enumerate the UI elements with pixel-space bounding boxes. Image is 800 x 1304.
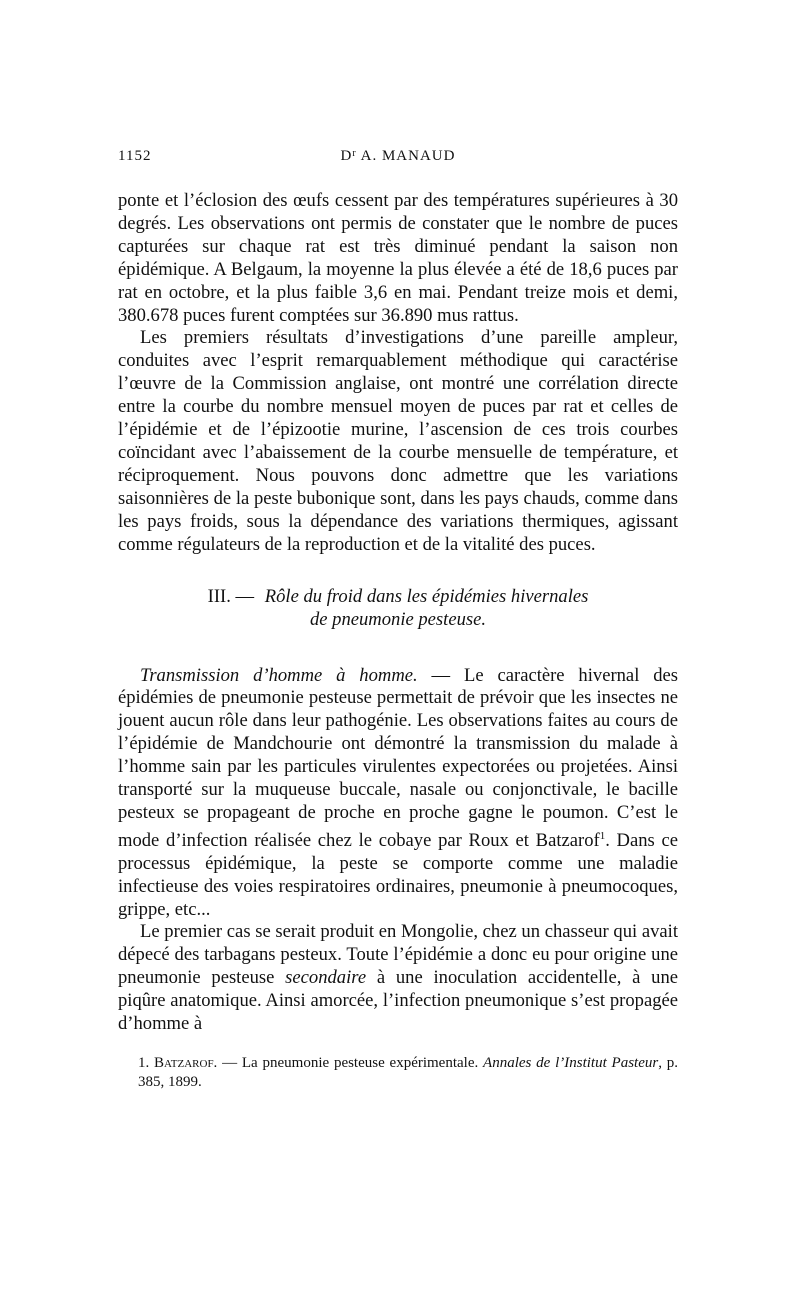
section-heading (118, 585, 678, 631)
paragraph-4 (118, 921, 678, 1036)
paragraph-3-text-a: Le caractère hivernal des épidémies de pneumonie pesteuse permettait de prévoir que les insectes ne jouent aucun rôle dans leur pathogénie. Les observations faites au cours de l’épidémie de Mandchourie ont démontré la transmission du malade à l’homme sain par les particules virulentes expectorées ou projetées. Ainsi transporté sur la muqueuse buccale, nasale ou conjonctivale, le bacille pesteux se propageant de proche en proche gagne le poumon. C’est le mode d’infection réalisée chez le cobaye par Roux et Batzarof (118, 664, 679, 851)
paragraph-3-dash: — (417, 664, 465, 686)
footnote-journal: Annales de l’Institut Pasteur (483, 1055, 659, 1071)
footnote-title: La pneumonie pesteuse expérimentale. (241, 1055, 484, 1071)
page-number: 1152 (118, 148, 152, 164)
paragraph-3-text-b: . Dans ce processus épidémique, la peste se comporte comme une maladie infectieuse des voies respiratoires ordinaires, pneumonie à pneumocoques, grippe, etc... (118, 829, 678, 920)
paragraph-4-text-b: à une inoculation accidentelle, à une piqûre anatomique. Ainsi amorcée, l’infection pneumonique s’est propagée d’homme à (118, 967, 679, 1035)
footnote-author: Batzarof. (154, 1055, 218, 1071)
section-title-line-2: de pneumonie pesteuse. (309, 608, 487, 630)
footnote (118, 1054, 678, 1092)
footnote-number: 1. (138, 1055, 150, 1071)
paragraph-3-runin-heading: Transmission d’homme à homme. (140, 664, 418, 686)
footnote-page-ref: , p. 385, 1899. (138, 1055, 679, 1090)
paragraph-2: Les premiers résultats d’investigations d’une pareille ampleur, conduites avec l’esprit remarquablement méthodique qui caractérise l’œuvre de la Commission anglaise, ont montré une corrélation directe entre la courbe du nombre mensuel moyen de puces par rat et celles de l’épidémie et de l’épizootie murine, l’ascension de ces trois courbes coïncidant avec l’abaissement de la courbe mensuelle de température, et réciproquement. Nous pouvons donc admettre que les variations saisonnières de la peste bubonique sont, dans les pays chauds, comme dans les pays froids, sous la dépendance des variations thermiques, agissant comme régulateurs de la reproduction et de la vitalité des puces. (118, 327, 678, 555)
running-head (118, 148, 678, 172)
paragraph-3 (118, 665, 678, 922)
footnote-reference[interactable]: 1 (599, 829, 606, 842)
footnote-dash: — (217, 1055, 242, 1071)
book-page (118, 148, 678, 1092)
author-name: A. MANAUD (360, 148, 456, 164)
section-number: III. — (207, 585, 255, 607)
section-heading-line-1 (118, 585, 678, 608)
paragraph-4-emphasis: secondaire (285, 967, 367, 989)
running-head-author (118, 148, 678, 165)
paragraph-1: ponte et l’éclosion des œufs cessent par des températures supérieures à 30 degrés. Les observations ont permis de constater que le nombre de puces capturées sur chaque rat est très diminué pendant la saison non épidémique. A Belgaum, la moyenne la plus élevée a été de 18,6 puces par rat en octobre, et la plus faible 3,6 en mai. Pendant treize mois et demi, 380.678 puces furent comptées sur 36.890 mus rattus. (118, 190, 678, 326)
paragraph-4-text-a: Le premier cas se serait produit en Mongolie, chez un chasseur qui avait dépecé des tarbagans pesteux. Toute l’épidémie a donc eu pour origine une pneumonie pesteuse (118, 921, 678, 989)
body-text (118, 190, 678, 1036)
author-prefix: D (340, 148, 353, 164)
author-prefix-sup: r (352, 148, 357, 159)
section-title-line-1: Rôle du froid dans les épidémies hivernales (264, 585, 589, 607)
